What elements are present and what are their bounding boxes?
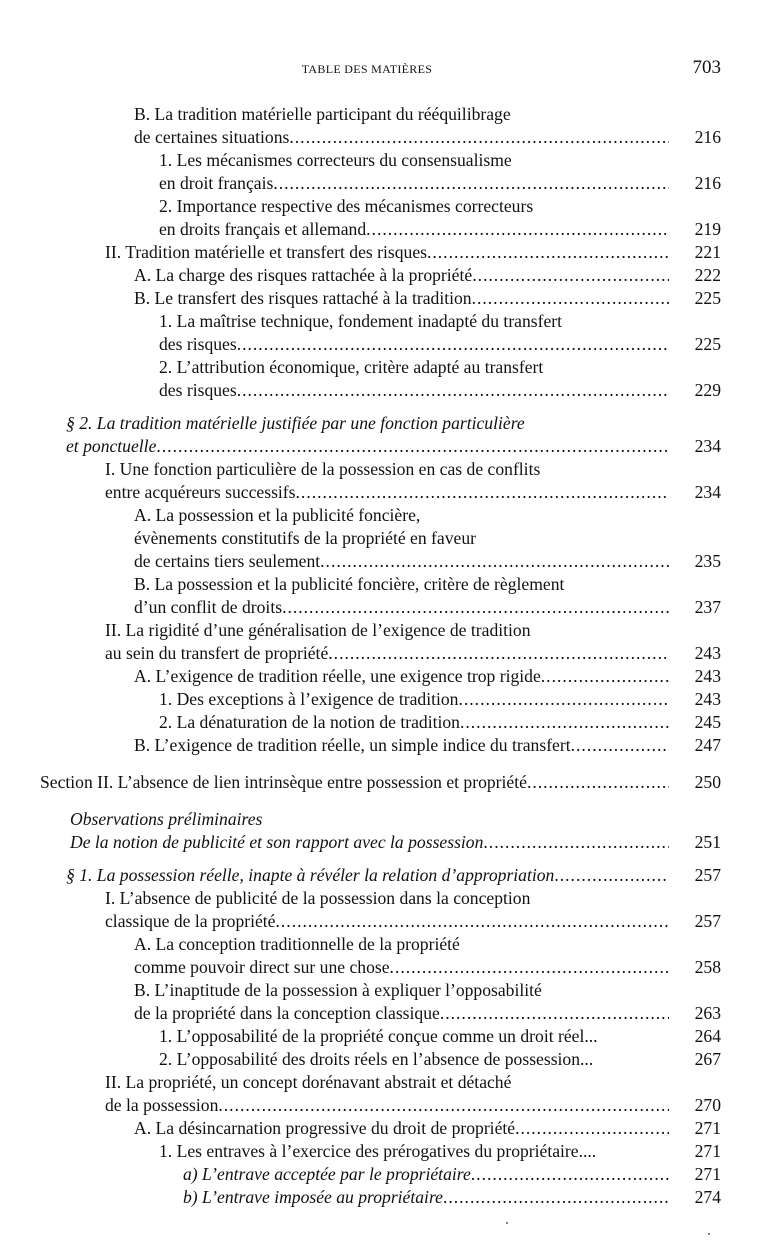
toc-entry-text: A. La désincarnation progressive du droit de propriété [134,1118,516,1138]
toc-page-number: 243 [694,643,721,663]
table-of-contents [0,103,767,1209]
toc-page-number: 225 [694,334,721,354]
dot-leader [541,665,669,688]
toc-entry-text: classique de la propriété [105,911,276,931]
dot-leader [296,481,669,504]
toc-entry-text: § 2. La tradition matérielle justifiée par une fonction particulière [66,413,525,433]
toc-page-number: 251 [694,832,721,852]
toc-entry-text: I. Une fonction particulière de la possession en cas de conflits [105,459,541,479]
dot-leader [328,642,669,665]
dot-leader [458,688,669,711]
toc-entry [0,264,767,287]
dot-leader [218,1094,669,1117]
dot-leader [390,956,669,979]
toc-entry-text: A. L’exigence de tradition réelle, une exigence trop rigide [134,666,541,686]
toc-entry-text: B. L’exigence de tradition réelle, un simple indice du transfert [134,735,571,755]
toc-entry [0,619,767,665]
toc-entry-text: de la possession [105,1095,219,1115]
toc-entry [0,573,767,619]
toc-page-number: 219 [694,219,721,239]
dot-leader [320,550,669,573]
dot-leader [237,379,669,402]
toc-page-number: 257 [694,911,721,931]
toc-entry [0,1163,767,1186]
toc-page-number: 247 [694,735,721,755]
page-number: 703 [692,57,721,78]
toc-entry-text: d’un conflit de droits [134,597,283,617]
toc-entry [0,356,767,402]
toc-entry-text: B. L’inaptitude de la possession à expliquer l’opposabilité [134,980,542,1000]
toc-entry [0,1071,767,1117]
toc-entry [0,1025,767,1048]
toc-page-number: 229 [694,380,721,400]
dot-leader [443,1186,669,1209]
toc-entry [0,287,767,310]
dot-leader [237,333,669,356]
dot-leader [483,831,669,854]
toc-entry [0,771,767,794]
dot-leader [156,435,669,458]
toc-entry [0,504,767,573]
toc-entry-text: 1. L’opposabilité de la propriété conçue comme un droit réel... [159,1026,598,1046]
toc-entry-text: 2. Importance respective des mécanismes correcteurs [159,196,534,216]
toc-page-number: 245 [694,712,721,732]
toc-entry [0,458,767,504]
print-speck [506,1222,508,1224]
dot-leader [282,596,669,619]
toc-entry [0,933,767,979]
toc-entry-text: 1. Les mécanismes correcteurs du consensualisme [159,150,512,170]
toc-page-number: 267 [694,1049,721,1069]
toc-entry-text: 1. Des exceptions à l’exigence de tradition [159,689,459,709]
toc-entry-text: comme pouvoir direct sur une chose [134,957,390,977]
toc-entry-text: 1. La maîtrise technique, fondement inadapté du transfert [159,311,563,331]
toc-page-number: 271 [694,1118,721,1138]
toc-page-number: 234 [694,436,721,456]
toc-entry-text: des risques [159,334,237,354]
toc-entry [0,412,767,458]
toc-entry [0,310,767,356]
toc-page-number: 222 [694,265,721,285]
toc-entry-text: Observations préliminaires [70,809,263,829]
toc-page-number: 258 [694,957,721,977]
toc-entry [0,195,767,241]
toc-entry-text: A. La charge des risques rattachée à la propriété [134,265,473,285]
toc-entry-text: De la notion de publicité et son rapport avec la possession [70,832,484,852]
dot-leader [273,172,669,195]
dot-leader [276,910,670,933]
toc-entry [0,734,767,757]
toc-entry-text: I. L’absence de publicité de la possession dans la conception [105,888,531,908]
toc-entry-text: A. La conception traditionnelle de la propriété [134,934,460,954]
toc-entry-text: a) L’entrave acceptée par le propriétaire [183,1164,471,1184]
toc-page-number: 235 [694,551,721,571]
toc-entry-text: de certains tiers seulement [134,551,321,571]
toc-page-number: 263 [694,1003,721,1023]
toc-page-number: 274 [694,1187,721,1207]
dot-leader [366,218,669,241]
toc-entry [0,1117,767,1140]
toc-entry-text: de certaines situations [134,127,290,147]
toc-page-number: 271 [694,1141,721,1161]
dot-leader [554,864,669,887]
toc-entry-text: en droits français et allemand [159,219,367,239]
toc-entry-text: et ponctuelle [66,436,157,456]
toc-page-number: 271 [694,1164,721,1184]
toc-entry [0,864,767,887]
toc-entry [0,1140,767,1163]
toc-entry-text: au sein du transfert de propriété [105,643,329,663]
toc-entry-text: en droit français [159,173,274,193]
toc-entry-text: II. Tradition matérielle et transfert des risques [105,242,427,262]
toc-page-number: 250 [694,772,721,792]
toc-page-number: 243 [694,689,721,709]
toc-page-number: 243 [694,666,721,686]
dot-leader [472,264,669,287]
toc-entry [0,1048,767,1071]
toc-entry-text: Section II. L’absence de lien intrinsèque entre possession et propriété [40,772,527,792]
toc-page-number: 237 [694,597,721,617]
toc-entry [0,979,767,1025]
toc-entry-text: B. La tradition matérielle participant du rééquilibrage [134,104,511,124]
dot-leader [427,241,669,264]
dot-leader [460,711,669,734]
toc-entry-text: 2. L’attribution économique, critère adapté au transfert [159,357,544,377]
toc-entry [0,149,767,195]
toc-entry-text: 2. La dénaturation de la notion de tradition [159,712,460,732]
dot-leader [472,287,669,310]
toc-entry-text: b) L’entrave imposée au propriétaire [183,1187,443,1207]
toc-entry [0,887,767,933]
toc-entry-text: II. La propriété, un concept dorénavant abstrait et détaché [105,1072,512,1092]
running-header-title: TABLE DES MATIÈRES [301,62,433,76]
toc-page-number: 270 [694,1095,721,1115]
toc-entry [0,1186,767,1209]
toc-entry [0,711,767,734]
toc-entry-text: 2. L’opposabilité des droits réels en l’absence de possession... [159,1049,594,1069]
toc-entry-text: évènements constitutifs de la propriété en faveur [134,528,476,548]
toc-entry-text: A. La possession et la publicité foncière, [134,505,421,525]
toc-entry [0,665,767,688]
toc-entry-text: 1. Les entraves à l’exercice des prérogatives du propriétaire.... [159,1141,597,1161]
dot-leader [571,734,669,757]
toc-entry-text: des risques [159,380,237,400]
toc-entry-text: II. La rigidité d’une généralisation de l’exigence de tradition [105,620,531,640]
dot-leader [471,1163,669,1186]
toc-entry-text: de la propriété dans la conception classique [134,1003,440,1023]
toc-entry [0,688,767,711]
toc-entry-text: B. Le transfert des risques rattaché à la tradition [134,288,472,308]
dot-leader [440,1002,669,1025]
toc-page-number: 225 [694,288,721,308]
dot-leader [289,126,669,149]
print-speck [708,1233,710,1235]
toc-entry [0,103,767,149]
toc-page-number: 221 [694,242,721,262]
toc-page-number: 216 [694,173,721,193]
toc-page-number: 234 [694,482,721,502]
dot-leader [527,771,669,794]
dot-leader [515,1117,669,1140]
toc-entry-text: § 1. La possession réelle, inapte à révéler la relation d’appropriation [66,865,555,885]
toc-page-number: 257 [694,865,721,885]
toc-page-number: 216 [694,127,721,147]
toc-entry-text: entre acquéreurs successifs [105,482,296,502]
toc-page-number: 264 [694,1026,721,1046]
toc-entry [0,241,767,264]
toc-entry-text: B. La possession et la publicité foncière, critère de règlement [134,574,565,594]
toc-entry [0,808,767,854]
